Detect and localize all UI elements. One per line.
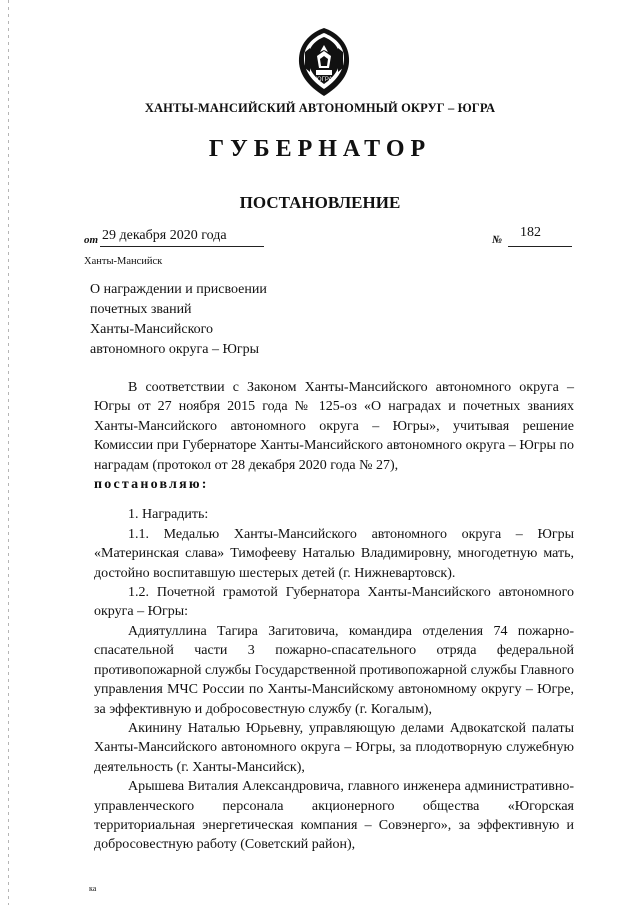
item-1-1: 1.1. Медалью Ханты-Мансийского автономного округа – Югры «Материнская слава» Тимофееву Наталью Владимировну, многодетную мать, достойно воспитавшую шестерых детей (г. Нижневартовск). xyxy=(94,526,574,581)
number-prefix: № xyxy=(492,234,503,246)
subject-line: автономного округа – Югры xyxy=(90,342,259,357)
decree-word-paragraph xyxy=(94,475,574,494)
award-entry: Адиятуллина Тагира Загитовича, командира отделения 74 пожарно-спасательной части 3 пожарно-спасательного отряда федеральной противопожарной службы Государственной противопожарной службы Главного управления МЧС России по Ханты-Мансийскому автономному округу – Югре, за эффективную и добросовестную службу (г. Когалым), xyxy=(94,623,574,717)
emblem-caption: ЮГРА xyxy=(315,77,333,83)
khmao-coat-of-arms-icon xyxy=(294,26,354,98)
document-body xyxy=(94,378,574,855)
subject-block xyxy=(90,280,350,360)
item-1-2: 1.2. Почетной грамотой Губернатора Ханты-Мансийского автономного округа – Югры: xyxy=(94,585,574,620)
preamble-text: В соответствии с Законом Ханты-Мансийского автономного округа – Югры от 27 ноября 2015 года № 125-оз «О наградах и почетных званиях Ханты-Мансийского автономного округа – Югры», учитывая решение Комиссии при Губернаторе Ханты-Мансийского автономного округа – Югры по наградам (протокол от 28 декабря 2020 года № 27), xyxy=(94,380,574,473)
item-1: 1. Наградить: xyxy=(128,507,209,523)
city: Ханты-Мансийск xyxy=(84,256,163,267)
subject-line: почетных званий xyxy=(90,302,192,317)
award-entry: Арышева Виталия Александровича, главного инженера административно-управленческого персонала акционерного общества «Югорская территориальная энергетическая компания – Совэнерго», за эффективную и добросовестную работу (Советский район), xyxy=(94,779,574,853)
date-number-line xyxy=(84,225,584,250)
authority-title: ГУБЕРНАТОР xyxy=(208,136,432,162)
subject-line: Ханты-Мансийского xyxy=(90,322,214,337)
document-type: ПОСТАНОВЛЕНИЕ xyxy=(239,193,401,212)
emblem xyxy=(294,26,354,98)
decree-word: постановляю: xyxy=(94,477,209,493)
preamble xyxy=(94,378,574,475)
document-number: 182 xyxy=(520,225,541,240)
award-entry: Акинину Наталью Юрьевну, управляющую делами Адвокатской палаты Ханты-Мансийского автономного округа – Югры, за плодотворную служебную деятельность (г. Ханты-Мансийск), xyxy=(94,720,574,775)
number-underline xyxy=(508,246,572,247)
document-date: 29 декабря 2020 года xyxy=(102,228,227,243)
subject-line: О награждении и присвоении xyxy=(90,282,267,297)
date-prefix: от xyxy=(84,234,99,246)
footer-initials: ка xyxy=(89,884,97,893)
region-title: ХАНТЫ-МАНСИЙСКИЙ АВТОНОМНЫЙ ОКРУГ – ЮГРА xyxy=(144,101,496,115)
date-underline xyxy=(100,246,264,247)
